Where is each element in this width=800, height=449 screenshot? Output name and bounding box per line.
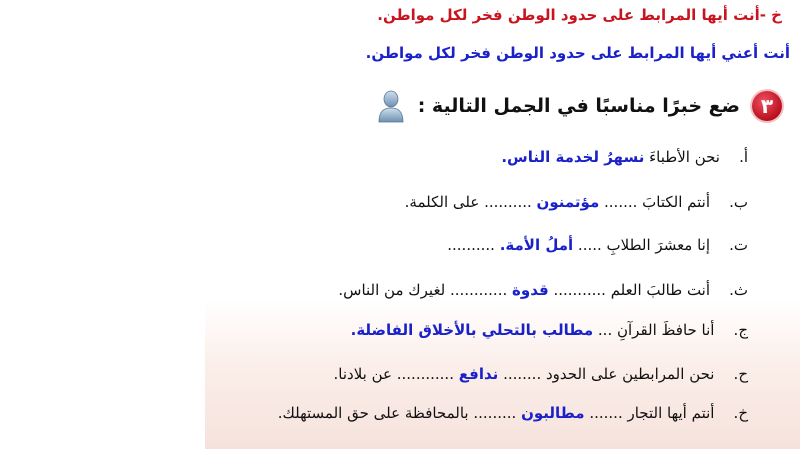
item-text-after: ............ لغيرك من الناس. [338, 281, 508, 299]
item-text-before: نحن المرابطين على الحدود ........ [503, 365, 715, 383]
item-answer: نسهرُ لخدمة الناس. [501, 148, 645, 166]
list-item [501, 148, 748, 166]
list-item [351, 321, 748, 339]
list-item [447, 236, 748, 254]
list-item [334, 365, 748, 383]
red-sentence: خ -أنت أيها المرابط على حدود الوطن فخر لكل مواطن. [377, 6, 782, 24]
item-text-after: .......... على الكلمة. [404, 193, 532, 211]
list-item [405, 193, 748, 211]
list-item [338, 281, 748, 299]
item-text-after: ............ عن بلادنا. [333, 365, 454, 383]
item-answer: مطالبون [521, 404, 585, 422]
item-letter: أ. [739, 148, 748, 166]
item-letter: ب. [729, 193, 748, 211]
item-letter: خ. [733, 404, 748, 422]
item-text-before: نحن الأطباءَ [644, 148, 720, 166]
item-letter: ث. [729, 281, 748, 299]
exercise-title: ضع خبرًا مناسبًا في الجمل التالية : [417, 95, 740, 117]
item-answer: مؤتمنون [536, 193, 600, 211]
item-answer: أملُ الأمة. [499, 236, 574, 254]
item-text-before: أنتم الكتابَ ....... [599, 193, 711, 211]
item-text-before: أنت طالبَ العلم ........... [548, 281, 711, 299]
person-icon [376, 89, 406, 123]
list-item [278, 404, 748, 422]
item-text-before: أنا حافظَ القرآنِ ... [597, 321, 715, 339]
item-answer: ندافع [458, 365, 499, 383]
item-letter: ت. [729, 236, 748, 254]
exercise-number-badge: ٣ [752, 91, 782, 121]
item-text-after: .......... [447, 236, 495, 254]
item-text-before: إنا معشرَ الطلابِ ..... [573, 236, 711, 254]
item-answer: قدوة [512, 281, 549, 299]
item-answer: مطالب بالتحلي بالأخلاق الفاضلة. [350, 321, 594, 339]
blue-sentence: أنت أعني أيها المرابط على حدود الوطن فخر لكل مواطن. [365, 44, 790, 62]
exercise-header [376, 86, 782, 126]
item-text-after: ......... بالمحافظة على حق المستهلك. [277, 404, 517, 422]
item-letter: ج. [733, 321, 748, 339]
item-text-before: أنتم أيها التجار ....... [584, 404, 715, 422]
item-letter: ح. [733, 365, 748, 383]
